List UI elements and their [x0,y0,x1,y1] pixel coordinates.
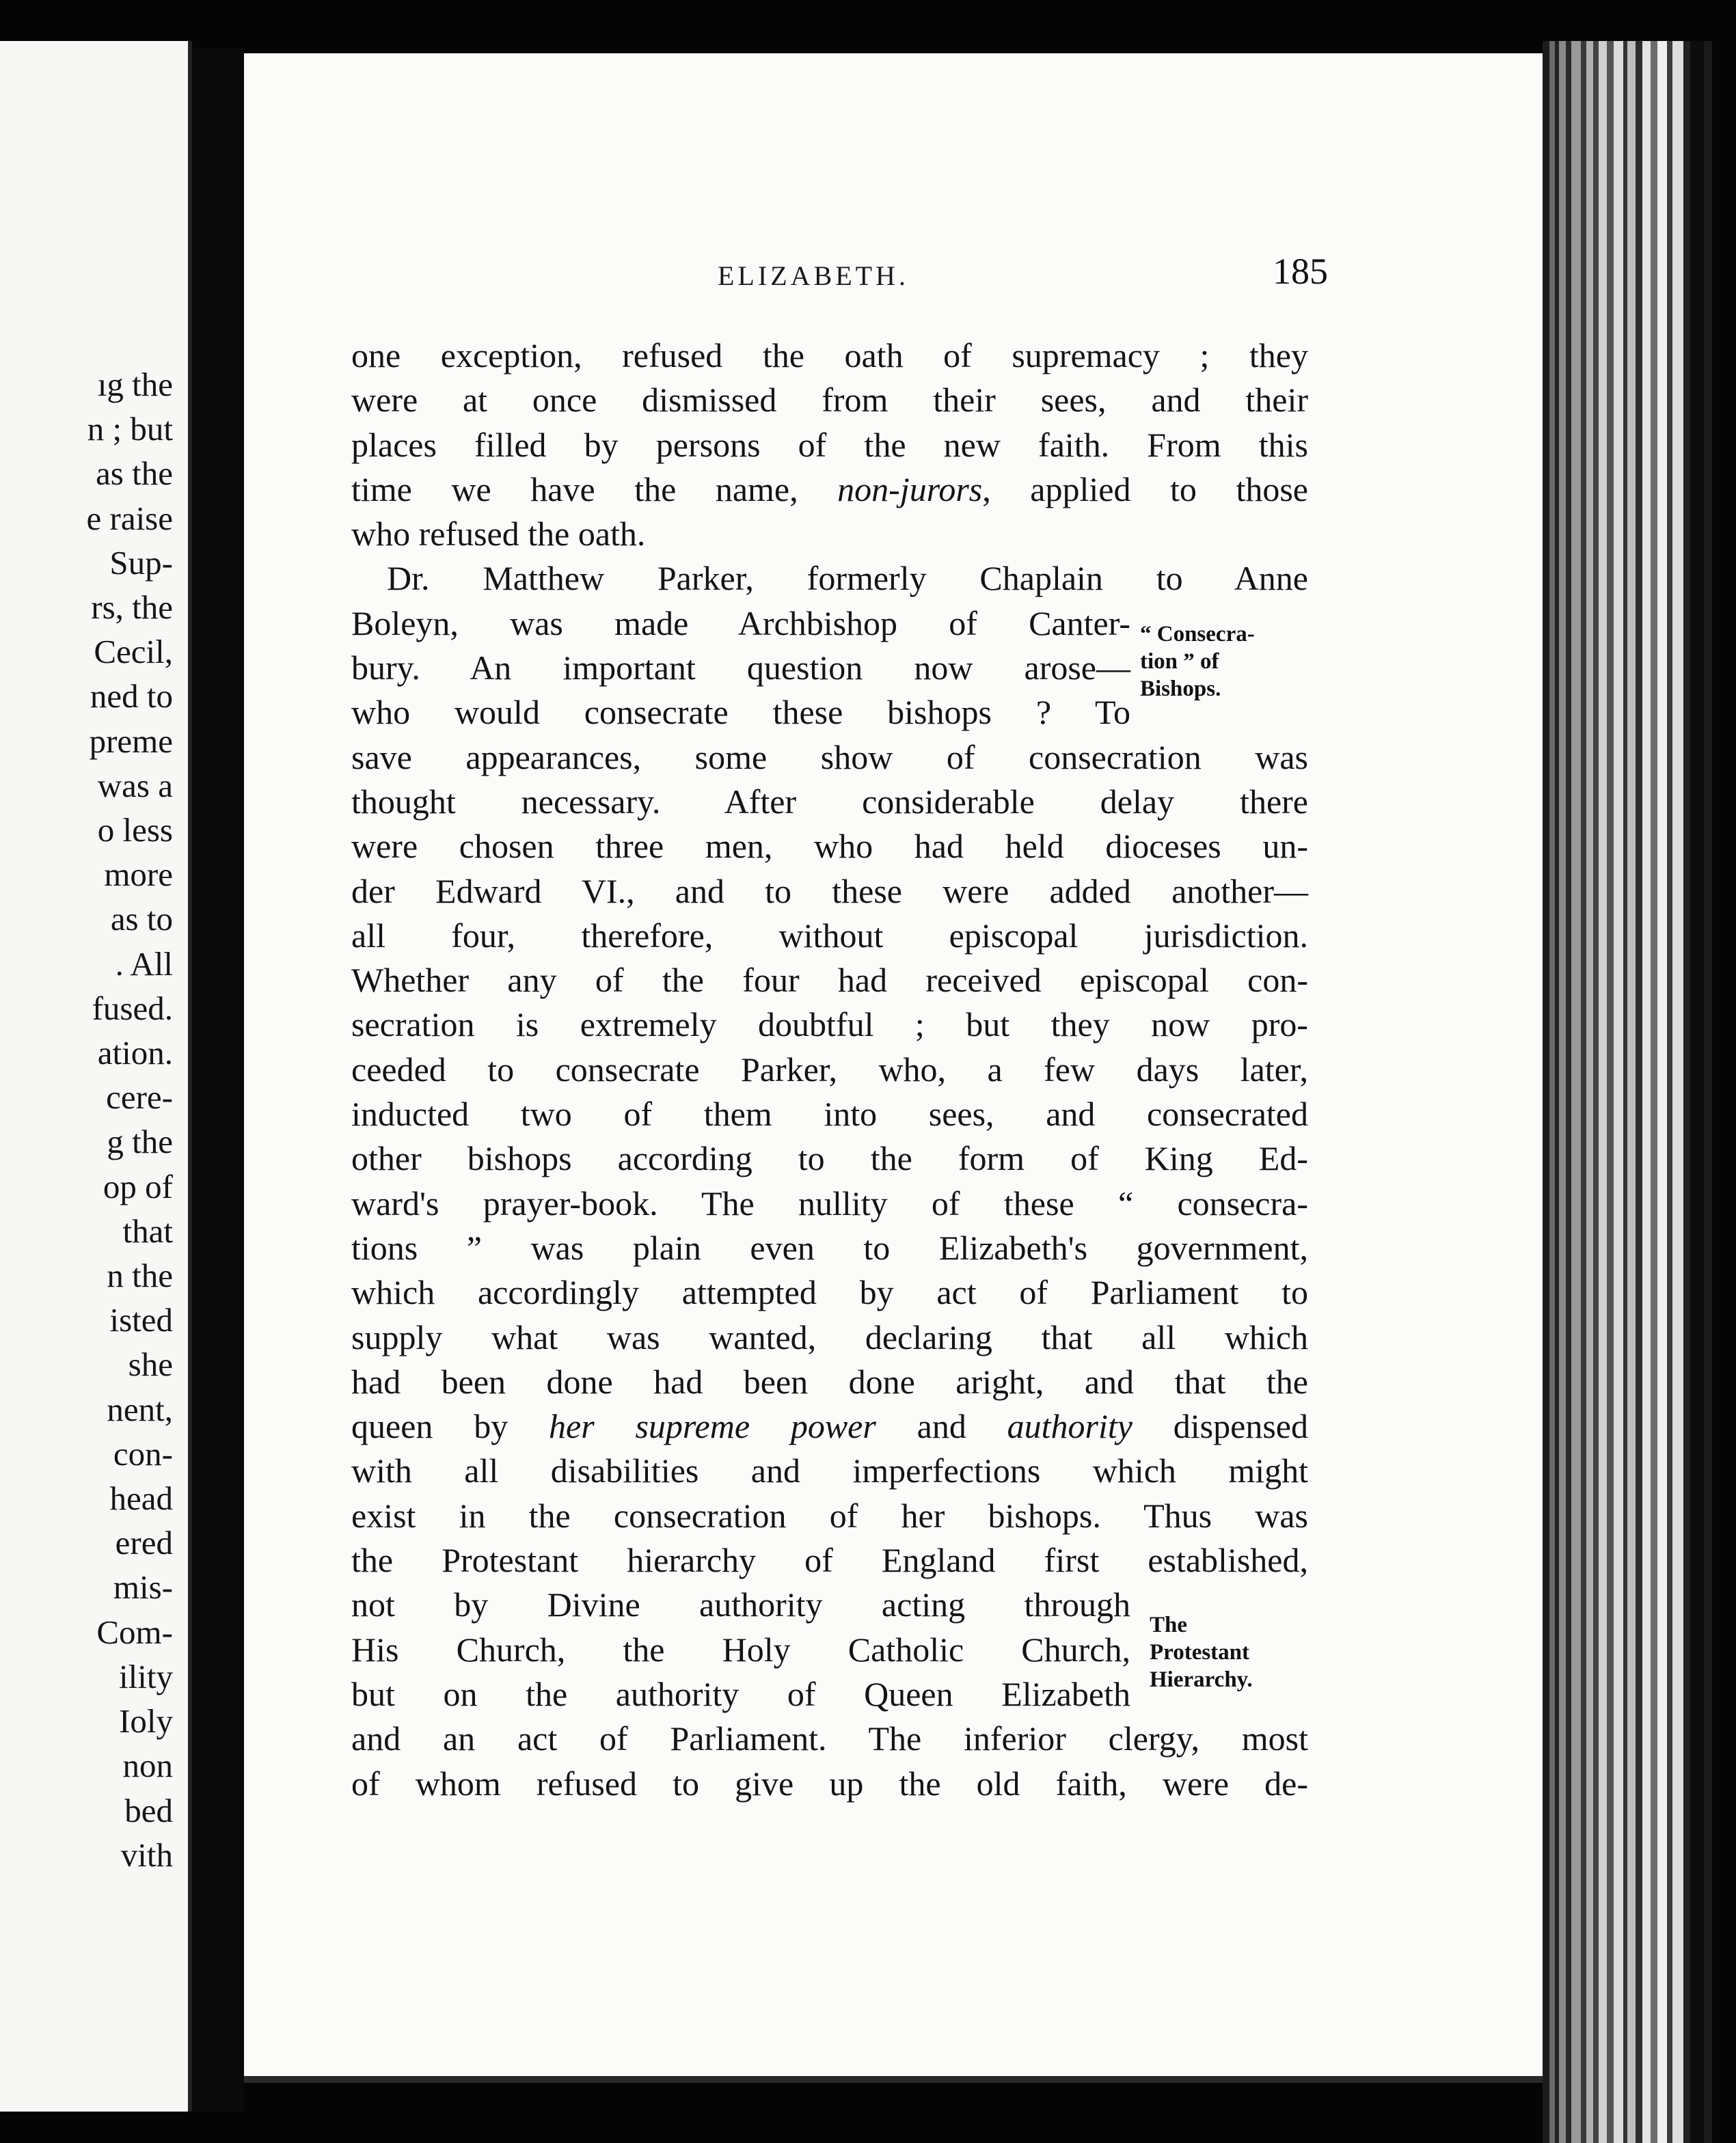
fore-edge-stripe [1543,41,1549,2143]
text-line: save appearances, some show of consecration was [351,737,1308,776]
text-line: His Church, the Holy Catholic Church, [351,1630,1130,1669]
fore-edge-stripe [1712,41,1736,2143]
text-line: who would consecrate these bishops ? To [351,693,1130,732]
italic-phrase: her supreme power [549,1407,876,1446]
text-line: ceeded to consecrate Parker, who, a few days later, [351,1050,1308,1089]
text-line: one exception, refused the oath of supremacy ; they [351,336,1308,374]
body-text [351,333,1308,1806]
fore-edge-stripe [1636,41,1642,2143]
text-line: the Protestant hierarchy of England first established, [351,1541,1308,1580]
left-page-line: . All [115,944,173,983]
left-page-line: Sup- [109,543,173,582]
text-line: but on the authority of Queen Elizabeth [351,1674,1130,1713]
left-page-line: n the [107,1257,173,1295]
text-line: secration is extremely doubtful ; but they now pro- [351,1005,1308,1044]
left-page-line: head [109,1479,173,1518]
text-line: were at once dismissed from their sees, and their [351,381,1308,420]
fore-edge-stripe [1571,41,1581,2143]
left-page-line: n ; but [87,410,173,448]
text-line: time we have the name, non-jurors, applied to those [351,469,1308,508]
margin-note-consecration [1140,620,1255,702]
left-page-line: as to [110,900,173,938]
left-page-text [87,362,174,1877]
text-line: bury. An important question now arose— [351,649,1130,687]
left-page-line: nent, [107,1390,173,1428]
fore-edge-stripe [1627,41,1636,2143]
fore-edge-stripe [1657,41,1667,2143]
fore-edge-stripe [1586,41,1593,2143]
left-page-line: Cecil, [94,633,173,671]
text-line: queen by her supreme power and authority dispensed [351,1407,1308,1446]
margin-note-line: “ Consecra- [1140,622,1255,646]
left-facing-page [0,41,192,2112]
text-line: Boleyn, was made Archbishop of Canter- [351,603,1130,642]
left-page-line: ıg the [97,366,173,403]
fore-edge-stripe [1683,41,1690,2143]
left-page-line: g the [107,1123,173,1161]
text-line: with all disabilities and imperfections which might [351,1451,1308,1490]
fore-edge-stripe [1566,41,1571,2143]
text-line: thought necessary. After considerable delay there [351,782,1308,821]
left-page-line: she [128,1346,173,1384]
left-page-line: ned to [90,677,173,715]
text-line: not by Divine authority acting through [351,1585,1130,1624]
fore-edge-stripe [1593,41,1599,2143]
left-page-line: was a [97,766,173,804]
fore-edge-stripe [1690,41,1704,2143]
left-page-line: ility [119,1657,173,1695]
left-page-line: Com- [96,1613,173,1651]
left-page-line: more [104,856,173,894]
left-page-line: op of [103,1167,173,1205]
margin-note-line: Hierarchy. [1150,1667,1253,1692]
fore-edge-stripe [1651,41,1657,2143]
text-line: who refused the oath. [351,515,646,554]
margin-note-line: tion ” of [1140,649,1219,674]
running-title: ELIZABETH. [718,260,909,291]
italic-phrase: authority [1007,1407,1133,1446]
page-number: 185 [1273,251,1328,292]
left-page-line: e raise [86,499,173,537]
fore-edge-stripe [1704,41,1712,2143]
book-gutter [192,48,244,2112]
fore-edge-stripe [1607,41,1614,2143]
left-page-line: preme [89,722,173,760]
margin-note-line: Protestant [1150,1640,1250,1665]
page-bottom-edge [244,2076,1543,2083]
left-page-line: isted [109,1301,173,1339]
text-line: all four, therefore, without episcopal jurisdiction. [351,916,1308,955]
text-line: were chosen three men, who had held dioceses un- [351,827,1308,866]
fore-edge-stripe [1642,41,1651,2143]
left-page-line: ation. [97,1034,173,1072]
fore-edge-stripe [1667,41,1672,2143]
text-line: other bishops according to the form of King Ed- [351,1139,1308,1178]
left-page-line: ered [115,1524,173,1562]
left-page-line: mis- [113,1568,173,1607]
text-line: supply what was wanted, declaring that all which [351,1318,1308,1356]
text-line: exist in the consecration of her bishops. Thus was [351,1496,1308,1535]
left-page-line: vith [120,1835,173,1874]
left-page-line: bed [124,1791,173,1829]
fore-edge-stripe [1599,41,1607,2143]
margin-note-line: Bishops. [1140,677,1221,701]
margin-note-line: The [1150,1613,1188,1637]
left-page-line: o less [97,811,173,849]
text-line: Whether any of the four had received episcopal con- [351,961,1308,1000]
italic-phrase: non-jurors [837,469,983,508]
text-line: which accordingly attempted by act of Parliament to [351,1273,1308,1312]
left-page-line: Ioly [119,1702,173,1741]
fore-edge-stripe [1672,41,1683,2143]
text-line: ward's prayer-book. The nullity of these “ consecra- [351,1184,1308,1223]
margin-note-hierarchy [1150,1611,1253,1693]
left-page-line: that [122,1212,173,1250]
book-fore-edge [1543,41,1736,2143]
left-page-line: con- [113,1434,173,1473]
text-line: of whom refused to give up the old faith, were de- [351,1764,1308,1803]
text-line: had been done had been done aright, and that the [351,1362,1308,1401]
fore-edge-stripe [1614,41,1623,2143]
left-page-line: non [122,1747,173,1785]
text-line: Dr. Matthew Parker, formerly Chaplain to Anne [387,559,1308,598]
text-line: tions ” was plain even to Elizabeth's government, [351,1228,1308,1267]
fore-edge-stripe [1559,41,1566,2143]
fore-edge-stripe [1549,41,1555,2143]
left-page-line: fused. [92,989,173,1027]
fore-edge-stripe [1581,41,1586,2143]
text-line: and an act of Parliament. The inferior clergy, most [351,1719,1308,1758]
left-page-line: rs, the [91,588,173,627]
text-line: der Edward VI., and to these were added another— [351,871,1308,910]
left-page-line: as the [96,454,173,493]
left-page-line: cere- [106,1078,173,1117]
text-line: places filled by persons of the new faith. From this [351,425,1308,464]
text-line: inducted two of them into sees, and consecrated [351,1095,1308,1134]
